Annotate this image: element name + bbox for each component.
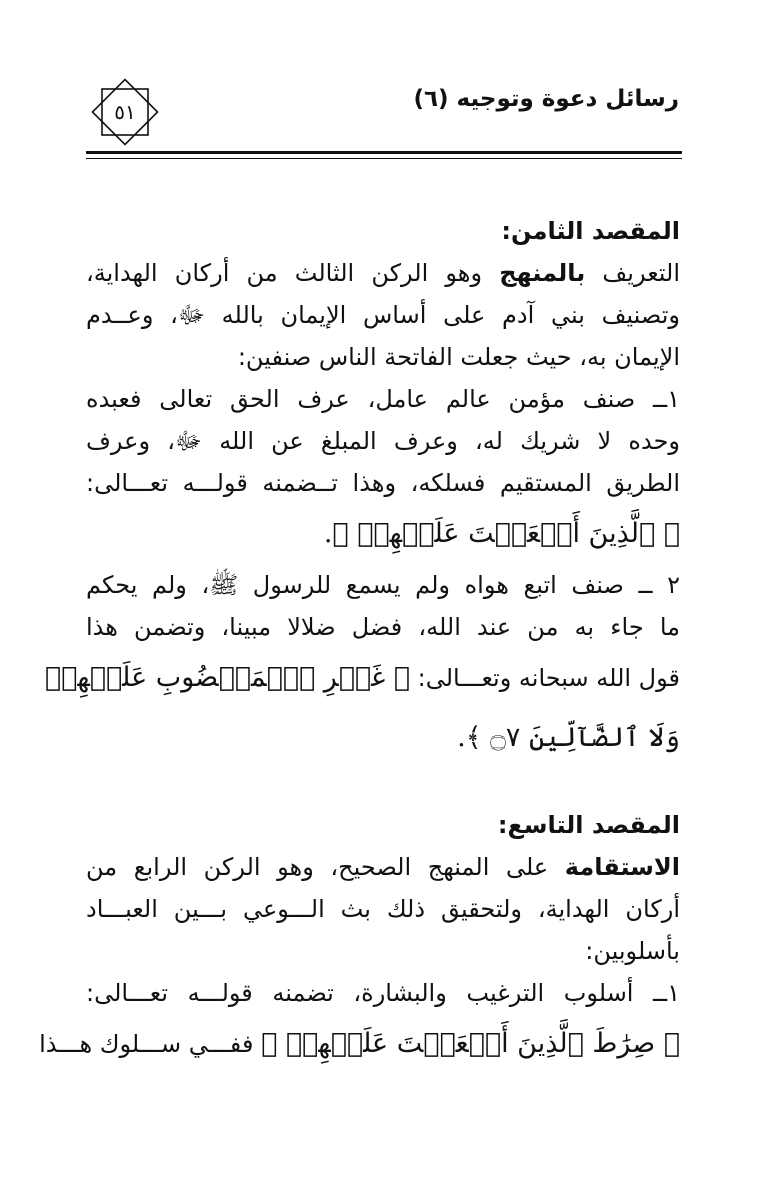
text-line-with-verse bbox=[39, 1014, 680, 1074]
page-number-badge bbox=[88, 75, 162, 149]
text-line: أركان الهداية، ولتحقيق ذلك بث الـــوعي بـــين العبـــاد bbox=[86, 895, 680, 923]
quran-verse: ﴿ غَيۡرِ ٱلۡمَغۡضُوبِ عَلَيۡهِمۡ bbox=[44, 662, 411, 693]
header-rule-thin bbox=[86, 158, 682, 159]
page-number: ٥١ bbox=[114, 100, 136, 124]
text-run: وهو الركن الثالث من أركان الهداية، bbox=[86, 259, 500, 287]
section-heading-ninth: المقصد التاسع: bbox=[497, 811, 680, 839]
text-line: وحده لا شريك له، وعرف المبلغ عن الله ﷻ، وعرف bbox=[86, 427, 680, 455]
bold-term: الاستقامة bbox=[564, 853, 680, 881]
text-line bbox=[86, 252, 680, 294]
text-line: ١ــ أسلوب الترغيب والبشارة، تضمنه قولـــه تعـــالى: bbox=[86, 979, 680, 1007]
text-line: الطريق المستقيم فسلكه، وهذا تــضمنه قولـــه تعـــالى: bbox=[86, 469, 680, 497]
text-run: التعريف bbox=[585, 259, 680, 287]
text-line: ما جاء به من عند الله، فضل ضلالا مبينا، وتضمن هذا bbox=[86, 613, 680, 641]
bold-term: بالمنهج bbox=[499, 259, 586, 287]
page-body bbox=[39, 210, 680, 1074]
text-run: على المنهج الصحيح، وهو الركن الرابع من bbox=[86, 853, 565, 881]
section-heading-eighth: المقصد الثامن: bbox=[501, 217, 680, 245]
text-run: ففـــي ســـلوك هـــذا bbox=[39, 1030, 262, 1058]
text-line: وتصنيف بني آدم على أساس الإيمان بالله ﷻ، وعــدم bbox=[86, 301, 680, 329]
running-header-title: رسائل دعوة وتوجيه (٦) bbox=[413, 86, 679, 112]
text-line-with-verse bbox=[44, 648, 680, 708]
text-line: ١ــ صنف مؤمن عالم عامل، عرف الحق تعالى فعبده bbox=[86, 385, 680, 413]
text-line: الإيمان به، حيث جعلت الفاتحة الناس صنفين: bbox=[237, 343, 680, 371]
section-gap bbox=[86, 768, 680, 804]
quran-verse: ﴿ ٱلَّذِينَ أَنۡعَمۡتَ عَلَيۡهِمۡ ﴾. bbox=[323, 518, 680, 549]
quran-verse: ﴿ صِرَٰطَ ٱلَّذِينَ أَنۡعَمۡتَ عَلَيۡهِمۡ ﴾ bbox=[261, 1028, 680, 1059]
quran-verse: وَلَا ٱلضَّآلِّينَ ۝٧ ﴾. bbox=[457, 722, 680, 753]
text-line: ٢ ــ صنف اتبع هواه ولم يسمع للرسول ﷺ، ولم يحكم bbox=[86, 571, 680, 599]
text-run: قول الله سبحانه وتعـــالى: bbox=[410, 664, 680, 692]
text-line bbox=[86, 846, 680, 888]
header-rule-thick bbox=[86, 151, 682, 154]
text-line: بأسلوبين: bbox=[585, 937, 680, 965]
